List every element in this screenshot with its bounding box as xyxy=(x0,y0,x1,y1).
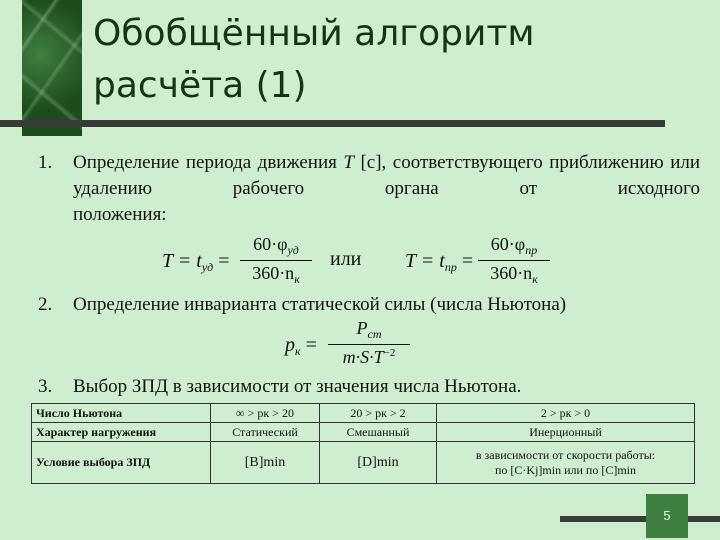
list-item-1 xyxy=(38,150,700,228)
title-line-1: Обобщённый алгоритм xyxy=(93,13,535,54)
item-text xyxy=(73,150,700,202)
zpd-selection-table xyxy=(31,403,695,484)
slide-title xyxy=(93,8,535,112)
item-text: Определение инварианта статической силы (числа Ньютона) xyxy=(73,294,567,315)
list-item-3 xyxy=(38,374,700,400)
item-number: 3. xyxy=(38,376,53,397)
item-text: Выбор ЗПД в зависимости от значения числа Ньютона. xyxy=(73,376,522,397)
marble-decoration xyxy=(22,0,82,136)
table-row: Характер нагружения Статический Смешанный Инерционный xyxy=(32,423,695,442)
title-line-2: расчёта (1) xyxy=(93,65,307,106)
formula-period-approach: $T = t_{уд}$ = xyxy=(162,250,230,274)
formula-period-removal: $T = t_{пр}$ = xyxy=(405,250,474,274)
formula-newton-number: $p_к$ = xyxy=(285,334,317,358)
title-divider xyxy=(0,120,665,127)
or-label: или xyxy=(330,248,362,270)
list-item-2 xyxy=(38,292,700,318)
table-row: Условие выбора ЗПД [B]min [D]min в зависимости от скорости работы: по [C·Kj]min или по [C]min xyxy=(32,442,695,484)
fraction-1: $60\cdot\varphi_{уд}$ $360\cdot n_к$ xyxy=(240,234,312,287)
footer-divider xyxy=(560,516,720,522)
page-number: 5 xyxy=(646,494,688,538)
item-number: 1. xyxy=(38,152,53,173)
table-row: Число Ньютона ∞ > pк > 20 20 > pк > 2 2 > pк > 0 xyxy=(32,404,695,423)
item-number: 2. xyxy=(38,294,53,315)
fraction-3: $P_{ст}$ $m\cdot S\cdot T^{-2}$ xyxy=(328,318,410,368)
fraction-2: $60\cdot\varphi_{пр}$ $360\cdot n_к$ xyxy=(478,234,550,287)
item-text-a: Определение периода движения xyxy=(73,152,337,173)
item-text-symbol: T xyxy=(343,152,354,173)
item-text-c: [с], соответствующего приближению или удалению рабочего органа от исходного xyxy=(73,152,701,199)
item-text-end: положения: xyxy=(73,204,167,225)
